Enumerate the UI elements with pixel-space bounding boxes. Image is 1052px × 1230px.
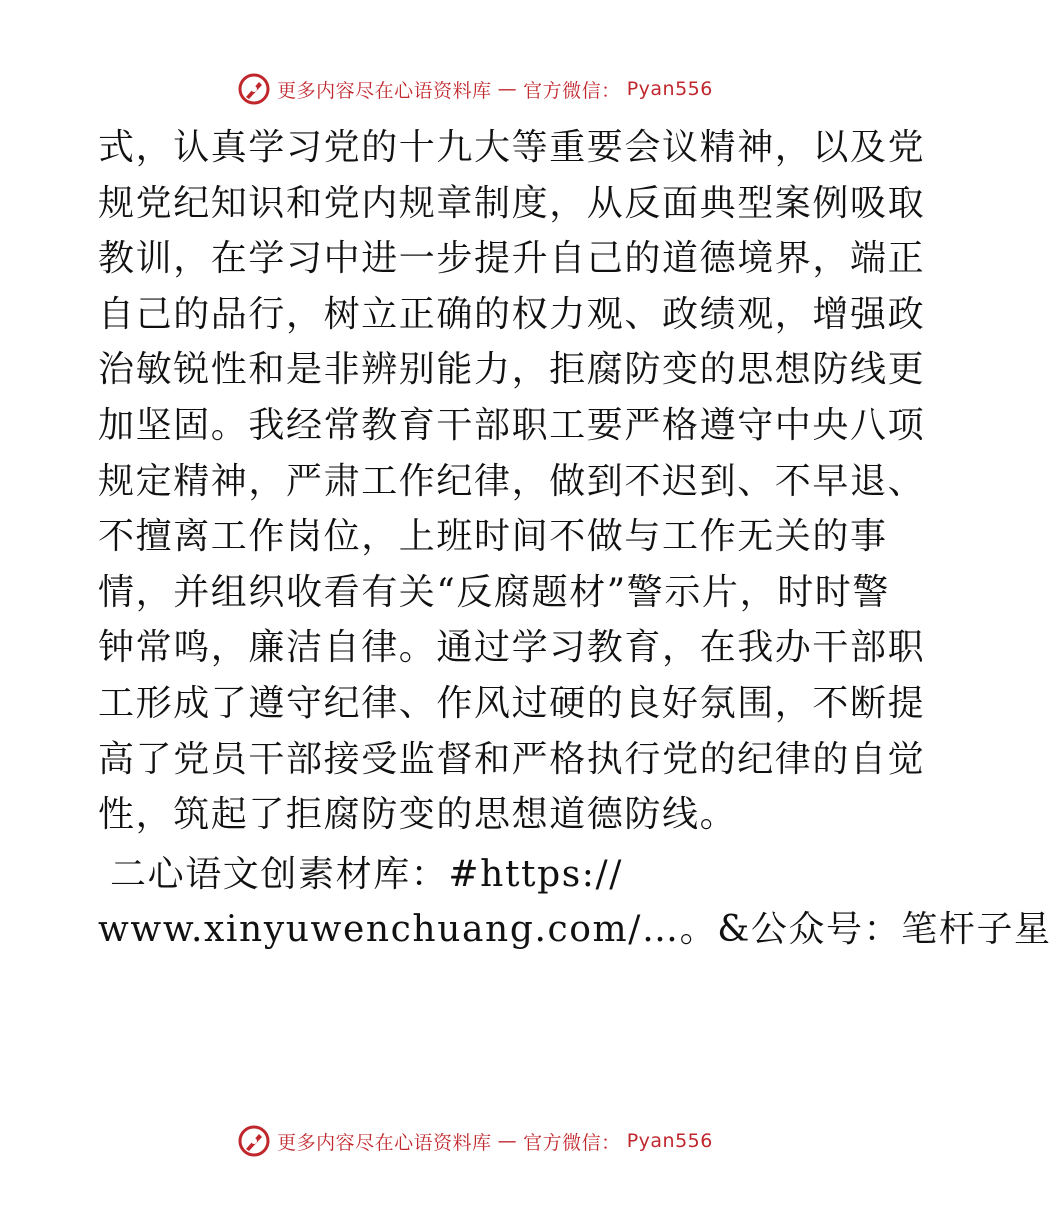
header-watermark: [0, 72, 950, 106]
pen-circle-logo-icon: [237, 1124, 271, 1158]
watermark-separator: —: [497, 78, 518, 100]
paragraph-line: 规定精神，严肃工作纪律，做到不迟到、不早退、: [98, 460, 926, 502]
pen-circle-logo-icon: [237, 72, 271, 106]
source-text-2: www.xinyuwenchuang.com/…。&公众号：笔杆子星: [98, 909, 1052, 951]
watermark-wechat-id: Pyan556: [626, 1130, 713, 1152]
source-line: [98, 902, 1052, 958]
paragraph-line: 式，认真学习党的十九大等重要会议精神，以及党: [98, 127, 926, 168]
watermark-wechat-id: Pyan556: [626, 78, 713, 100]
source-text-1: 二心语文创素材库：#https://: [110, 853, 623, 895]
source-line: [98, 847, 850, 903]
paragraph-line: 情，并组织收看有关“反腐题材”警示片，时时警: [98, 571, 891, 613]
paragraph-line: 性，筑起了拒腐防变的思想道德防线。: [98, 794, 738, 836]
paragraph-line: 钟常鸣，廉洁自律。通过学习教育，在我办干部职: [98, 627, 926, 669]
paragraph-line: 高了党员干部接受监督和严格执行党的纪律的自觉: [98, 738, 926, 780]
paragraph-line: 规党纪知识和党内规章制度，从反面典型案例吸取: [98, 182, 926, 224]
watermark-text: 更多内容尽在心语资料库: [277, 1131, 492, 1154]
paragraph-line: 治敏锐性和是非辨别能力，拒腐防变的思想防线更: [98, 349, 926, 391]
paragraph-line: 工形成了遵守纪律、作风过硬的良好氛围，不断提: [98, 682, 926, 724]
watermark-wechat-label: 官方微信：: [523, 1131, 621, 1154]
paragraph-line: 教训，在学习中进一步提升自己的道德境界，端正: [98, 238, 926, 280]
watermark-wechat-label: 官方微信：: [523, 79, 621, 102]
paragraph-line: 不擅离工作岗位，上班时间不做与工作无关的事: [98, 516, 888, 558]
footer-watermark: [0, 1124, 950, 1158]
paragraph-line: 加坚固。我经常教育干部职工要严格遵守中央八项: [98, 404, 926, 446]
paragraph-line: 自己的品行，树立正确的权力观、政绩观，增强政: [98, 293, 926, 335]
watermark-separator: —: [497, 1130, 518, 1152]
document-body: [98, 120, 1052, 958]
watermark-text: 更多内容尽在心语资料库: [277, 79, 492, 102]
